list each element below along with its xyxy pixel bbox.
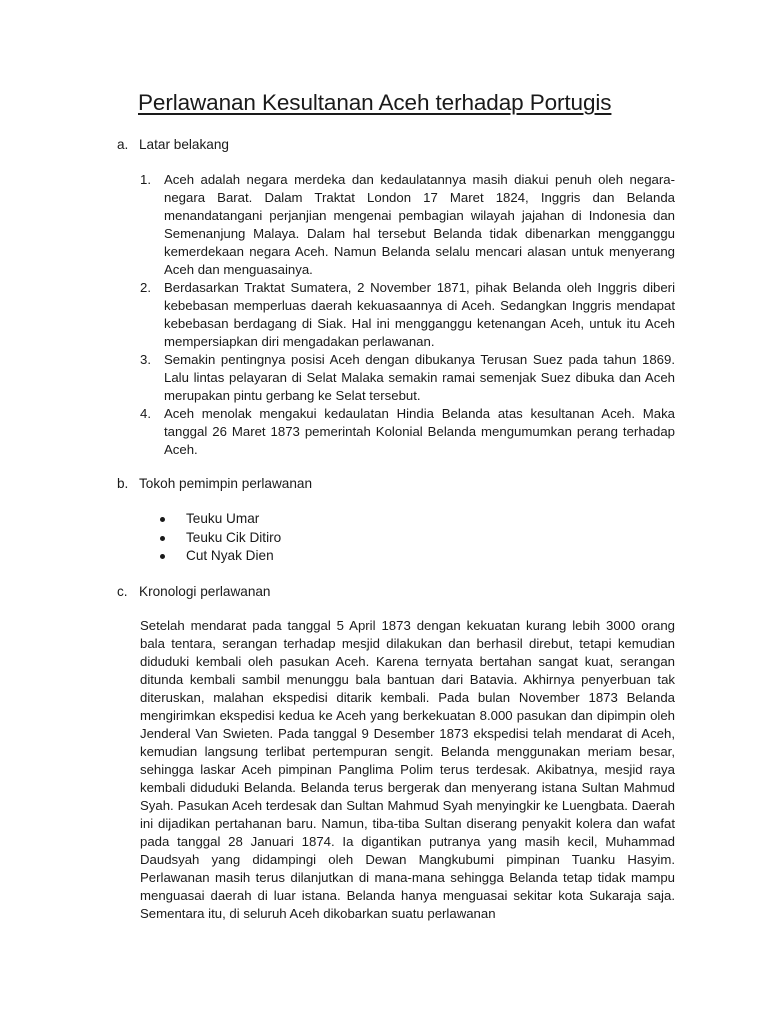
bullet-item (160, 547, 281, 566)
section-b-title: Tokoh pemimpin perlawanan (139, 476, 313, 491)
kronologi-paragraph: Setelah mendarat pada tanggal 5 April 1873 dengan kekuatan kurang lebih 3000 orang bala tentara, serangan terhadap mesjid dilakukan dan berhasil direbut, tetapi kemudian diduduki kembali oleh pasukan Aceh. Karena ternyata bertahan sangat kuat, serangan ditunda kembali sambil menunggu bala bantuan dari Batavia. Akhirnya penyerbuan tak diteruskan, malahan ekspedisi ditarik kembali. Pada bulan November 1873 Belanda mengirimkan ekspedisi kedua ke Aceh yang berkekuatan 8.000 pasukan dan dipimpin oleh Jenderal Van Swieten. Pada tanggal 9 Desember 1873 ekspedisi telah mendarat di Aceh, kemudian langsung terlibat pertempuran sengit. Belanda menggunakan meriam besar, sehingga laskar Aceh pimpinan Panglima Polim terus terdesak. Akibatnya, mesjid raya kembali diduduki Belanda. Belanda terus bergerak dan menyerang istana Sultan Mahmud Syah. Pasukan Aceh terdesak dan Sultan Mahmud Syah menyingkir ke Luengbata. Daerah ini dijadikan pertahanan baru. Namun, tiba-tiba Sultan diserang penyakit kolera dan wafat pada tanggal 28 Januari 1874. Ia digantikan putranya yang masih kecil, Muhammad Daudsyah yang didampingi oleh Dewan Mangkubumi pimpinan Tuanku Hasyim. Perlawanan masih terus dilanjutkan di mana-mana sehingga Belanda tetap tidak mampu menguasai daerah di luar istana. Belanda hanya menguasai sekitar kota Sukaraja saja. Sementara itu, di seluruh Aceh dikobarkan suatu perlawanan (140, 618, 675, 921)
bullet-dot-icon (160, 517, 165, 522)
list-item-text: Semakin pentingnya posisi Aceh dengan dibukanya Terusan Suez pada tahun 1869. Lalu lintas pelayaran di Selat Malaka semakin ramai semenjak Suez dibuka dan Aceh merupakan pintu gerbang ke Selat tersebut. (164, 352, 675, 403)
list-item (140, 351, 675, 405)
bullet-text: Cut Nyak Dien (186, 548, 274, 563)
list-item-number: 4. (140, 406, 151, 421)
section-a-letter: a. (117, 137, 129, 152)
bullet-dot-icon (160, 536, 165, 541)
section-a-heading (117, 136, 229, 154)
list-item (140, 405, 675, 459)
tokoh-list (160, 510, 281, 566)
section-c-title: Kronologi perlawanan (139, 584, 271, 599)
list-item-text: Aceh adalah negara merdeka dan kedaulatannya masih diakui penuh oleh negara-negara Barat. Dalam Traktat London 17 Maret 1824, Inggris dan Belanda menandatangani perjanjian mengenai pembagian wilayah jajahan di Indonesia dan Semenanjung Malaya. Dalam hal tersebut Belanda tidak dibenarkan mengganggu kemerdekaan negara Aceh. Namun Belanda selalu mencari alasan untuk menyerang Aceh dan menguasainya. (164, 172, 675, 277)
section-b-heading (117, 475, 312, 493)
latar-belakang-list (140, 171, 675, 459)
list-item-text: Berdasarkan Traktat Sumatera, 2 November 1871, pihak Belanda oleh Inggris diberi kebebasan memperluas daerah kekuasaannya di Aceh. Sedangkan Inggris mendapat kebebasan berdagang di Siak. Hal ini mengganggu ketenangan Aceh, untuk itu Aceh mempersiapkan diri mengadakan perlawanan. (164, 280, 675, 349)
bullet-text: Teuku Umar (186, 511, 260, 526)
list-item-number: 1. (140, 172, 151, 187)
list-item-number: 3. (140, 352, 151, 367)
list-item (140, 171, 675, 279)
bullet-item (160, 510, 281, 529)
bullet-dot-icon (160, 554, 165, 559)
document-title: Perlawanan Kesultanan Aceh terhadap Portugis (138, 90, 612, 115)
list-item (140, 279, 675, 351)
section-a-title: Latar belakang (139, 137, 229, 152)
bullet-text: Teuku Cik Ditiro (186, 529, 282, 545)
bullet-item (160, 529, 281, 548)
section-c-heading (117, 583, 271, 601)
list-item-number: 2. (140, 280, 151, 295)
list-item-text: Aceh menolak mengakui kedaulatan Hindia Belanda atas kesultanan Aceh. Maka tanggal 26 Maret 1873 pemerintah Kolonial Belanda mengumumkan perang terhadap Aceh. (164, 406, 675, 457)
section-b-letter: b. (117, 476, 129, 491)
section-c-letter: c. (117, 584, 128, 599)
